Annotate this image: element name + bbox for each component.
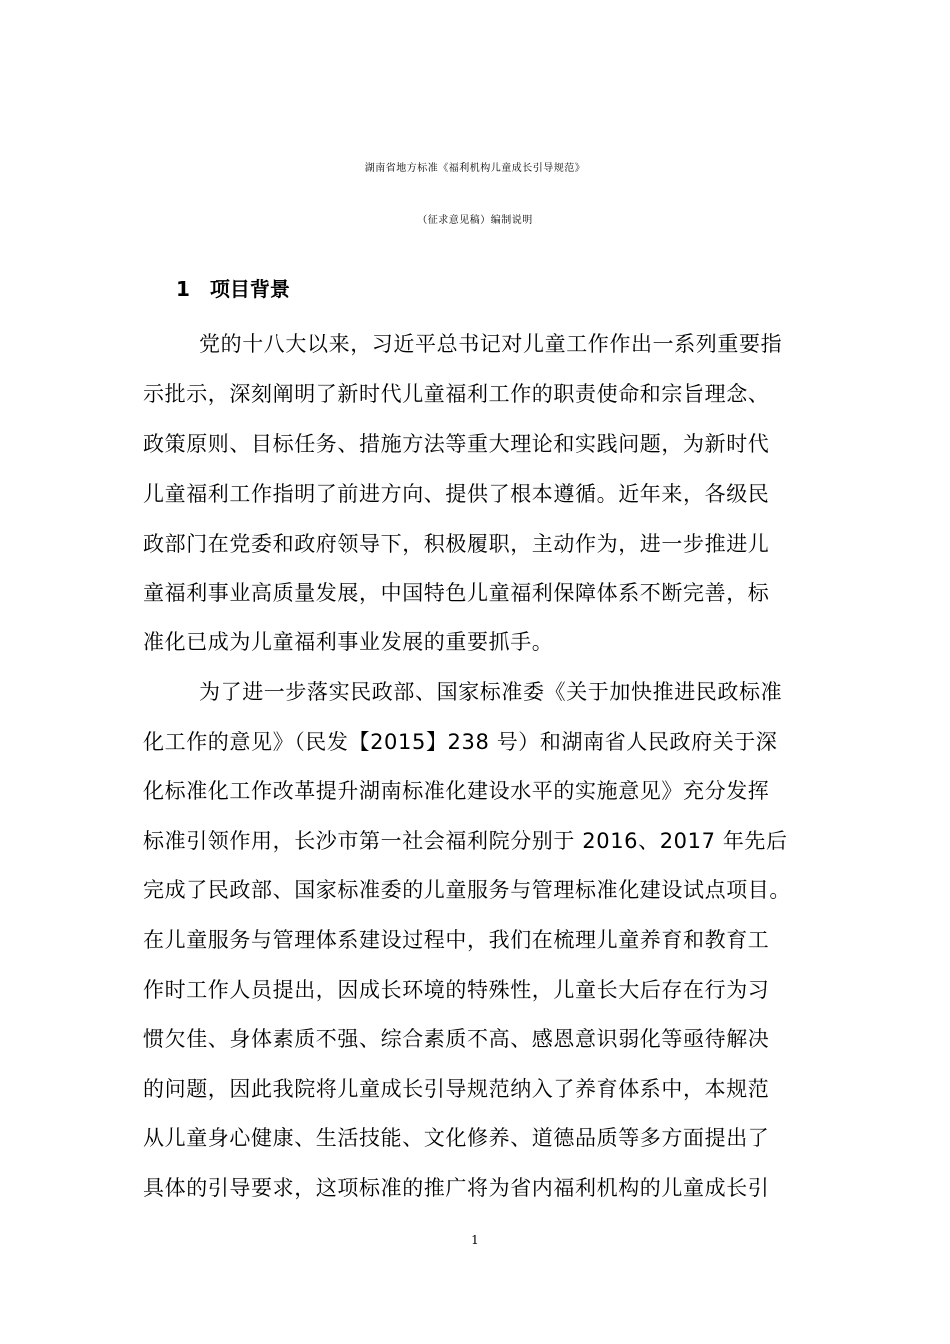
- paragraph-1-line: 政部门在党委和政府领导下，积极履职，主动作为，进一步推进儿: [143, 532, 770, 556]
- section-title: 项目背景: [209, 277, 290, 301]
- paragraph-2-line: 的问题，因此我院将儿童成长引导规范纳入了养育体系中，本规范: [143, 1077, 770, 1101]
- paragraph-2-line: 化标准化工作改革提升湖南标准化建设水平的实施意见》充分发挥: [143, 779, 770, 803]
- section-heading: [176, 275, 290, 303]
- paragraph-2-line: 为了进一步落实民政部、国家标准委《关于加快推进民政标准: [199, 680, 783, 704]
- paragraph-1-line: 党的十八大以来，习近平总书记对儿童工作作出一系列重要指: [199, 332, 783, 356]
- page-number: 1: [471, 1233, 479, 1247]
- section-number: 1: [176, 277, 190, 301]
- paragraph-2-line: 具体的引导要求，这项标准的推广将为省内福利机构的儿童成长引: [143, 1176, 770, 1200]
- paragraph-2-line: 在儿童服务与管理体系建设过程中，我们在梳理儿童养育和教育工: [143, 928, 770, 952]
- paragraph-1-line: 童福利事业高质量发展，中国特色儿童福利保障体系不断完善，标: [143, 581, 770, 605]
- paragraph-2-line: 完成了民政部、国家标准委的儿童服务与管理标准化建设试点项目。: [143, 878, 791, 902]
- paragraph-2-line: 从儿童身心健康、生活技能、文化修养、道德品质等多方面提出了: [143, 1126, 770, 1150]
- document-title-line-2: （征求意见稿）编制说明: [417, 215, 533, 226]
- paragraph-1-line: 儿童福利工作指明了前进方向、提供了根本遵循。近年来，各级民: [143, 482, 770, 506]
- paragraph-1-line: 准化已成为儿童福利事业发展的重要抓手。: [143, 630, 554, 654]
- paragraph-2-line: 化工作的意见》（民发【2015】238 号）和湖南省人民政府关于深: [143, 730, 778, 754]
- document-title-line-1: 湖南省地方标准《福利机构儿童成长引导规范》: [364, 163, 586, 174]
- paragraph-2-line: 惯欠佳、身体素质不强、综合素质不高、感恩意识弱化等亟待解决: [143, 1027, 770, 1051]
- paragraph-2-line: 作时工作人员提出，因成长环境的特殊性，儿童长大后存在行为习: [143, 978, 770, 1002]
- paragraph-1-line: 示批示，深刻阐明了新时代儿童福利工作的职责使命和宗旨理念、: [143, 382, 770, 406]
- paragraph-2-line: 标准引领作用，长沙市第一社会福利院分别于 2016、2017 年先后: [143, 829, 788, 853]
- paragraph-1-line: 政策原则、目标任务、措施方法等重大理论和实践问题，为新时代: [143, 432, 770, 456]
